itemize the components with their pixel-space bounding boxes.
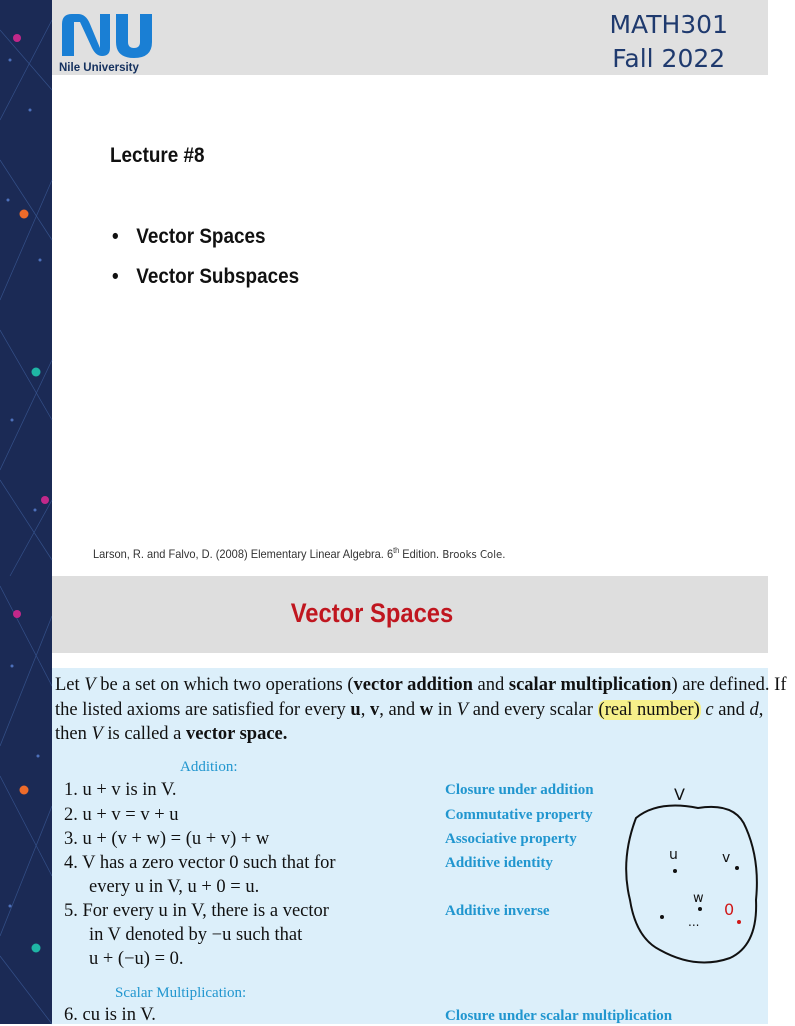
decorative-side-strip-top xyxy=(0,0,52,576)
section-label-scalar: Scalar Multiplication: xyxy=(115,985,247,1001)
property-closure-addition: Closure under addition xyxy=(445,782,594,798)
property-commutative: Commutative property xyxy=(445,807,593,823)
highlighted-real-number: (real number) xyxy=(598,699,700,720)
course-code: MATH301 xyxy=(609,10,728,39)
text: ) are defined. If the listed axioms are satisfied for every xyxy=(55,675,787,720)
reference-main: Larson, R. and Falvo, D. (2008) Elementary Linear Algebra. 6 xyxy=(93,547,394,561)
topic-label: Vector Subspaces xyxy=(136,265,300,288)
property-additive-identity: Additive identity xyxy=(445,855,553,871)
text: and xyxy=(713,699,750,720)
text: is called a xyxy=(102,724,187,744)
text: and every scalar xyxy=(468,699,598,720)
var-d: d xyxy=(749,699,759,720)
slide-title: Vector Spaces xyxy=(290,598,454,628)
reference-citation xyxy=(93,546,505,561)
var-c: c xyxy=(705,699,714,720)
bullet-icon: • xyxy=(112,265,119,288)
point-other xyxy=(660,915,664,919)
lecture-number: Lecture #8 xyxy=(110,144,205,167)
axiom-4-cont: every u in V, u + 0 = u. xyxy=(89,877,260,897)
list-item xyxy=(112,262,299,302)
nile-university-logo-icon xyxy=(58,8,154,74)
var-w: w xyxy=(419,699,434,720)
label-w: w xyxy=(693,891,704,906)
property-associative: Associative property xyxy=(445,831,577,847)
axiom-6: 6. cu is in V. xyxy=(64,1005,156,1025)
university-logo xyxy=(58,8,154,74)
var-V: V xyxy=(91,724,103,744)
topic-label: Vector Spaces xyxy=(136,225,266,248)
label-u: u xyxy=(669,847,678,863)
property-additive-inverse: Additive inverse xyxy=(445,903,550,919)
text: , xyxy=(360,699,370,720)
axiom-5: 5. For every u in V, there is a vector xyxy=(64,901,329,921)
point-u xyxy=(673,869,677,873)
label-zero: 0 xyxy=(724,900,735,919)
point-w xyxy=(698,907,702,911)
axiom-1: 1. u + v is in V. xyxy=(64,780,177,800)
set-label-V: V xyxy=(674,785,685,804)
term-vector-space: vector space. xyxy=(186,724,288,744)
course-term: Fall 2022 xyxy=(612,44,726,73)
point-zero xyxy=(737,920,741,924)
topic-list xyxy=(112,222,320,302)
network-pattern-icon xyxy=(0,576,52,1024)
network-pattern-icon xyxy=(0,0,52,576)
text: in xyxy=(433,699,457,720)
text: and xyxy=(472,675,509,695)
definition-paragraph xyxy=(55,673,795,747)
text: Let xyxy=(55,675,85,695)
text: be a set on which two operations ( xyxy=(95,675,354,695)
term-scalar-multiplication: scalar multiplication xyxy=(508,675,672,695)
var-u: u xyxy=(350,699,361,720)
section-label-addition: Addition: xyxy=(180,759,238,775)
term-vector-addition: vector addition xyxy=(353,675,473,695)
axiom-3: 3. u + (v + w) = (u + v) + w xyxy=(64,829,270,849)
axiom-2: 2. u + v = v + u xyxy=(64,805,179,825)
var-v: v xyxy=(369,699,380,720)
vector-space-diagram xyxy=(618,780,768,970)
decorative-side-strip-bottom xyxy=(0,576,52,1024)
reference-sup: th xyxy=(393,546,400,555)
reference-edition: Edition. xyxy=(399,547,440,561)
list-item xyxy=(112,222,299,262)
text: , and xyxy=(379,699,420,720)
point-v xyxy=(735,866,739,870)
ellipsis: ... xyxy=(688,915,700,929)
course-info xyxy=(609,8,728,76)
reference-publisher: Brooks Cole. xyxy=(439,548,506,561)
bullet-icon: • xyxy=(112,225,119,248)
var-V: V xyxy=(456,699,469,720)
var-V: V xyxy=(84,675,96,695)
property-closure-scalar: Closure under scalar multiplication xyxy=(445,1008,673,1024)
axiom-5-cont2: u + (−u) = 0. xyxy=(89,949,184,969)
axiom-5-cont: in V denoted by −u such that xyxy=(89,925,303,945)
text: , then xyxy=(55,699,764,744)
set-boundary xyxy=(626,806,757,963)
axiom-4: 4. V has a zero vector 0 such that for xyxy=(64,853,336,873)
label-v: v xyxy=(722,850,731,866)
logo-text: Nile University xyxy=(59,62,139,74)
